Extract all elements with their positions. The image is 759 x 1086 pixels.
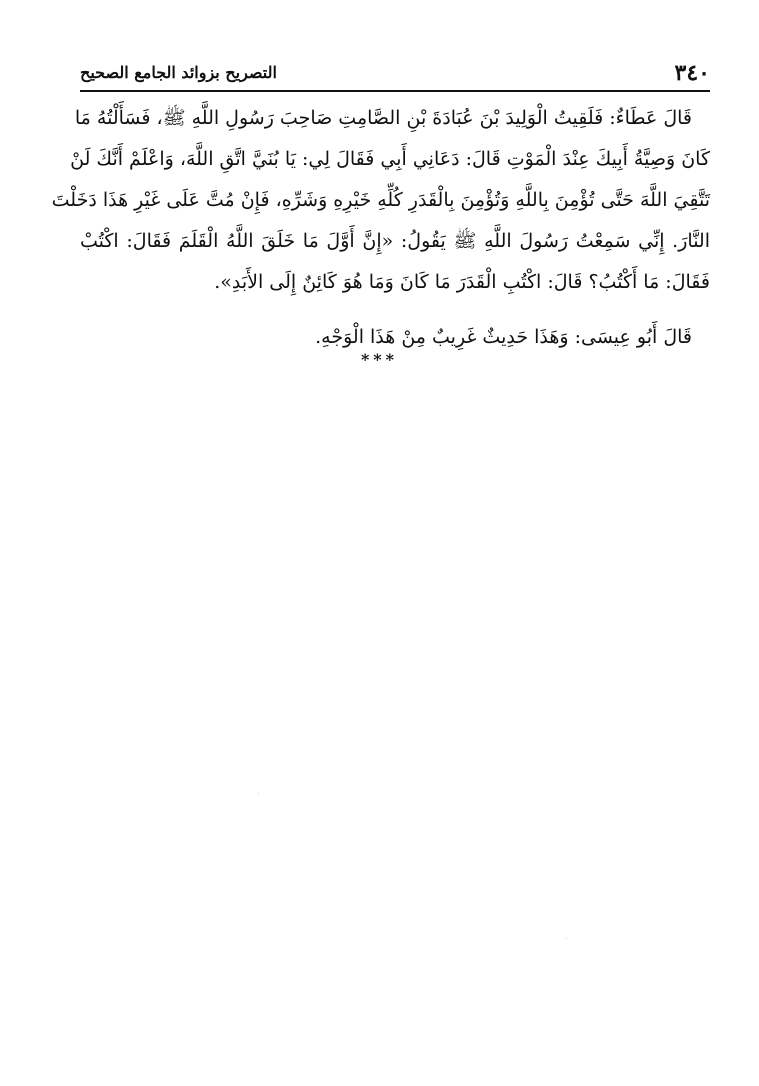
scan-speck: [566, 938, 567, 939]
text-line-4: النَّارَ. إِنِّي سَمِعْتُ رَسُولَ اللَّهِ ﷺ يَقُولُ: «إِنَّ أَوَّلَ مَا خَلَقَ اللَّهُ الْقَلَمَ فَقَالَ: اكْتُبْ: [80, 230, 710, 252]
scan-speck: [258, 793, 259, 794]
text-line-2: كَانَ وَصِيَّةُ أَبِيكَ عِنْدَ الْمَوْتِ قَالَ: دَعَانِي أَبِي فَقَالَ لِي: يَا بُنَيَّ اتَّقِ اللَّهَ، وَاعْلَمْ أَنَّكَ لَنْ: [70, 148, 710, 170]
closing-remark: قَالَ أَبُو عِيسَى: وَهَذَا حَدِيثٌ غَرِيبٌ مِنْ هَذَا الْوَجْهِ.: [315, 326, 692, 348]
text-line-3: تَتَّقِيَ اللَّهَ حَتَّى تُؤْمِنَ بِاللَّهِ وَتُؤْمِنَ بِالْقَدَرِ كُلِّهِ خَيْرِهِ وَشَرِّهِ، فَإِنْ مُتَّ عَلَى غَيْرِ هَذَا دَخَلْتَ: [51, 189, 710, 211]
running-title: التصريح بزوائد الجامع الصحيح: [80, 63, 277, 82]
page-header: [80, 60, 710, 90]
section-separator: ***: [360, 350, 399, 369]
text-line-1: قَالَ عَطَاءٌ: فَلَقِيتُ الْوَلِيدَ بْنَ عُبَادَةَ بْنِ الصَّامِتِ صَاحِبَ رَسُولِ اللَّهِ ﷺ، فَسَأَلْتُهُ مَا: [74, 107, 692, 129]
page-number: ٣٤٠: [674, 60, 710, 86]
text-line-5: فَقَالَ: مَا أَكْتُبُ؟ قَالَ: اكْتُبِ الْقَدَرَ مَا كَانَ وَمَا هُوَ كَائِنٌ إِلَى الأَبَدِ».: [214, 271, 710, 293]
header-rule: [80, 90, 710, 92]
hadith-text: [51, 98, 710, 358]
